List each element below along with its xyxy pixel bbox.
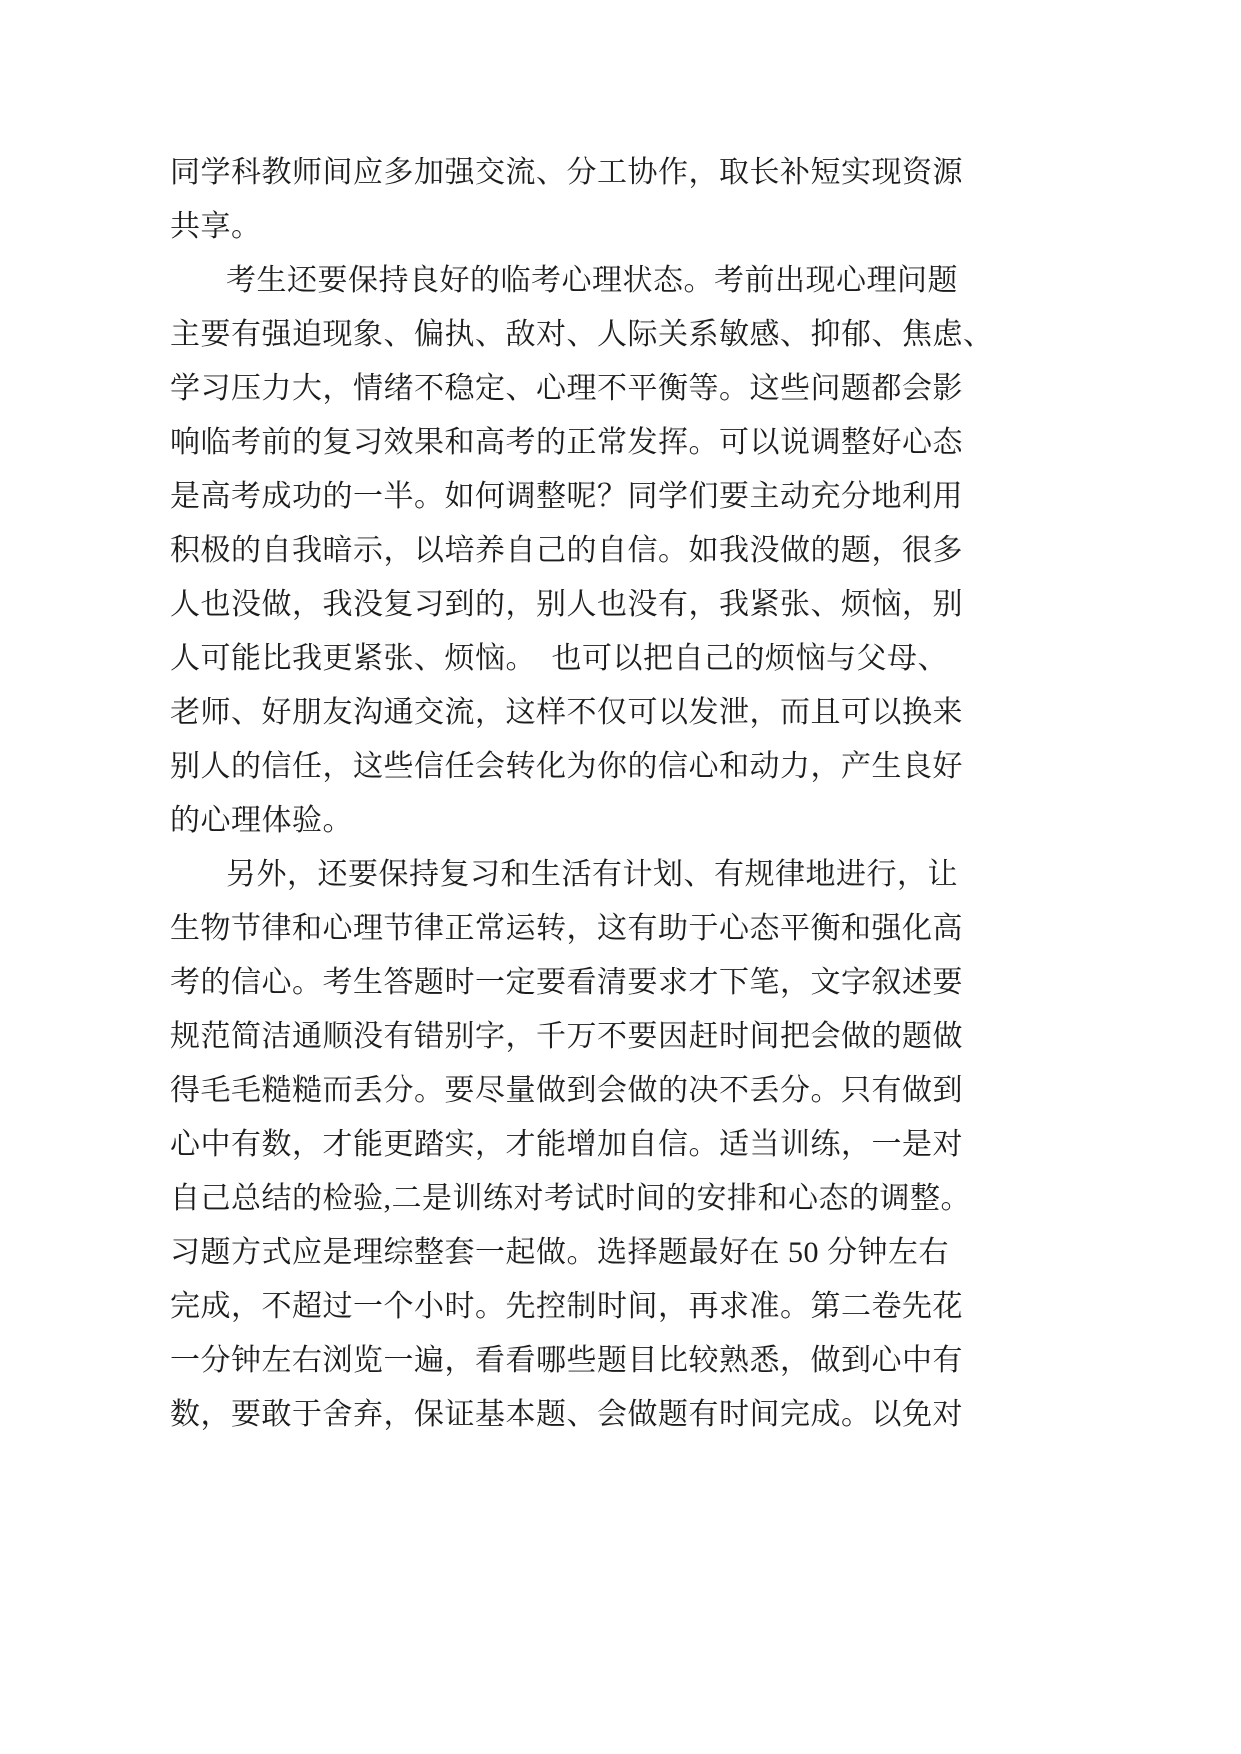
text-line: 的心理体验。 bbox=[170, 804, 353, 837]
text-line: 老师、好朋友沟通交流，这样不仅可以发泄，而且可以换来 bbox=[170, 696, 963, 729]
text-line: 共享。 bbox=[170, 210, 262, 243]
text-line: 考生还要保持良好的临考心理状态。考前出现心理问题 bbox=[226, 264, 958, 297]
text-line: 另外，还要保持复习和生活有计划、有规律地进行，让 bbox=[226, 858, 958, 891]
text-line: 别人的信任，这些信任会转化为你的信心和动力，产生良好 bbox=[170, 750, 963, 783]
text-line: 心中有数，才能更踏实，才能增加自信。适当训练，一是对 bbox=[170, 1128, 963, 1161]
text-line: 学习压力大，情绪不稳定、心理不平衡等。这些问题都会影 bbox=[170, 372, 963, 405]
text-line: 主要有强迫现象、偏执、敌对、人际关系敏感、抑郁、焦虑、 bbox=[170, 318, 994, 351]
paragraph bbox=[170, 146, 963, 254]
text-line: 数，要敢于舍弃，保证基本题、会做题有时间完成。以免对 bbox=[170, 1398, 963, 1431]
text-line: 是高考成功的一半。如何调整呢？同学们要主动充分地利用 bbox=[170, 480, 963, 513]
text-line: 自己总结的检验,二是训练对考试时间的安排和心态的调整。 bbox=[170, 1182, 971, 1215]
text-line: 完成，不超过一个小时。先控制时间，再求准。第二卷先花 bbox=[170, 1290, 963, 1323]
text-line: 生物节律和心理节律正常运转，这有助于心态平衡和强化高 bbox=[170, 912, 963, 945]
text-line: 响临考前的复习效果和高考的正常发挥。可以说调整好心态 bbox=[170, 426, 963, 459]
document-body bbox=[170, 146, 994, 1442]
text-line: 积极的自我暗示，以培养自己的自信。如我没做的题，很多 bbox=[170, 534, 963, 567]
text-line: 人可能比我更紧张、烦恼。 也可以把自己的烦恼与父母、 bbox=[170, 642, 948, 675]
text-line: 一分钟左右浏览一遍，看看哪些题目比较熟悉，做到心中有 bbox=[170, 1344, 963, 1377]
text-line: 得毛毛糙糙而丢分。要尽量做到会做的决不丢分。只有做到 bbox=[170, 1074, 963, 1107]
paragraph bbox=[170, 254, 994, 848]
paragraph bbox=[170, 848, 971, 1442]
text-line: 规范简洁通顺没有错别字，千万不要因赶时间把会做的题做 bbox=[170, 1020, 963, 1053]
text-line: 习题方式应是理综整套一起做。选择题最好在 50 分钟左右 bbox=[170, 1236, 949, 1269]
text-line: 人也没做，我没复习到的，别人也没有，我紧张、烦恼，别 bbox=[170, 588, 963, 621]
text-line: 同学科教师间应多加强交流、分工协作，取长补短实现资源 bbox=[170, 156, 963, 189]
text-line: 考的信心。考生答题时一定要看清要求才下笔，文字叙述要 bbox=[170, 966, 963, 999]
